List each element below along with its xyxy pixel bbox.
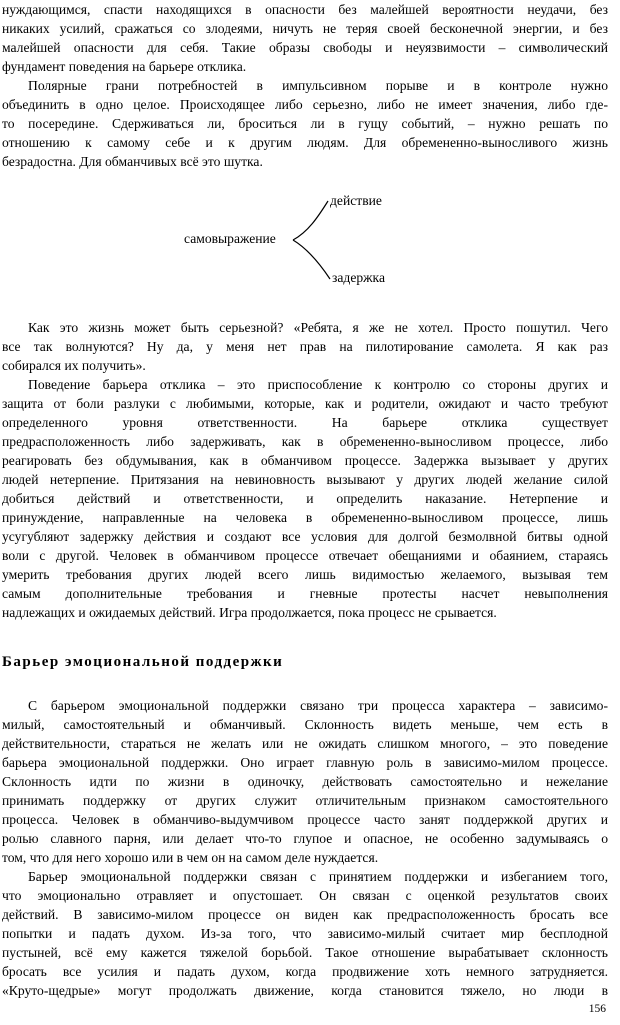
section-heading: Барьер эмоциональной поддержки	[2, 654, 284, 670]
upper-branch-line	[293, 201, 328, 240]
text-line: Склонность идти по жизни в одиночку, действовать самостоятельно и нежелание	[2, 774, 608, 789]
lower-branch-line	[293, 240, 330, 279]
text-line: отношению к самому себе и к другим людям. Для обремененно-выносливого жизнь	[2, 135, 608, 150]
text-line: С барьером эмоциональной поддержки связано три процесса характера – зависимо-	[28, 698, 608, 713]
text-line: определенного уровня ответственности. На барьере отклика существует	[2, 415, 608, 430]
paragraph-3	[2, 318, 608, 375]
text-line: предрасположенность либо задерживать, как в обремененно-выносливом процессе, либо	[2, 434, 608, 449]
text-line: надлежащих и ожидаемых действий. Игра продолжается, пока процесс не срывается.	[2, 605, 497, 620]
text-line: Поведение барьера отклика – это приспособление к контролю со стороны других и	[28, 377, 608, 392]
paragraph-2	[2, 76, 608, 171]
text-line: действий. В зависимо-милом процессе он виден как предрасположенность бросать все	[2, 907, 608, 922]
text-line: защита от боли разлуки с любимыми, которые, как и родители, ожидают и часто требуют	[2, 396, 608, 411]
text-line: добиться действий и ответственности, и определить наказание. Нетерпение и	[2, 491, 608, 506]
paragraph-6	[2, 867, 608, 1000]
text-line: собирался их получить».	[2, 358, 146, 373]
text-line: бросать все усилия и падать духом, когда продвижение хоть немного затрудняется.	[2, 964, 608, 979]
text-line: никаких усилий, сражаться со злодеями, ничуть не теряя своей бесконечной энергии, и без	[2, 21, 608, 36]
text-line: милый, самостоятельный и обманчивый. Склонность видеть меньше, чем есть в	[2, 717, 608, 732]
text-line: фундамент поведения на барьере отклика.	[2, 59, 247, 74]
text-line: пустыней, всё ему кажется тяжелой борьбой. Такое отношение вырабатывает склонность	[2, 945, 608, 960]
text-line: барьера эмоциональной поддержки. Оно играет главную роль в зависимо-милом процессе.	[2, 755, 608, 770]
diagram-upper-label: действие	[330, 193, 382, 208]
page-number: 156	[588, 1003, 606, 1015]
text-line: самым дополнительные требования и гневные протесты насчет невыполнения	[2, 586, 608, 601]
text-line: реагировать без обдумывания, как в обманчивом процессе. Задержка вызывает у других	[2, 453, 608, 468]
text-line: том, что для него хорошо или в чем он на самом деле нуждается.	[2, 850, 379, 865]
text-line: малейшей опасности для себя. Такие образы свободы и неуязвимости – символический	[2, 40, 608, 55]
diagram-lower-label: задержка	[332, 270, 385, 285]
text-line: усугубляют задержку действия и создают все условия для долгой безмолвной битвы одной	[2, 529, 608, 544]
text-line: все так волнуются? Ну да, у меня нет прав на пилотирование самолета. Я как раз	[2, 339, 608, 354]
text-line: ролью славного парня, или делает что-то глупое и опасное, не особенно задумываясь о	[2, 831, 608, 846]
paragraph-5	[2, 696, 608, 867]
text-line: Полярные грани потребностей в импульсивном порыве и в контроле нужно	[28, 78, 608, 93]
text-line: безрадостна. Для обманчивых всё это шутка.	[2, 154, 263, 169]
text-line: попытки и падать духом. Из-за того, что зависимо-милый считает мир бесплодной	[2, 926, 608, 941]
text-line: воли с другой. Человек в обманчивом процессе отвечает обещаниями и обаянием, стараясь	[2, 548, 608, 563]
paragraph-4	[2, 375, 608, 622]
text-line: процесса. Человек в обманчиво-выдумчивом процессе часто занят поддержкой других и	[2, 812, 608, 827]
text-line: Барьер эмоциональной поддержки связан с принятием поддержки и избеганием того,	[28, 869, 608, 884]
paragraph-1	[2, 0, 608, 76]
text-line: Как это жизнь может быть серьезной? «Ребята, я же не хотел. Просто пошутил. Чего	[28, 320, 608, 335]
text-line: принуждение, направленные на человека в обремененно-выносливом процессе, лишь	[2, 510, 608, 525]
text-line: «Круто-щедрые» могут продолжать движение, когда становится тяжело, но люди в	[2, 983, 608, 998]
branch-diagram	[170, 187, 430, 297]
text-line: умерить требования других людей всего лишь видимостью желаемого, вызывая тем	[2, 567, 608, 582]
diagram-root-label: самовыражение	[184, 231, 276, 246]
text-line: то посередине. Сдерживаться ли, броситься ли в гущу событий, – нужно решать по	[2, 116, 608, 131]
text-line: принимать поддержку от других служит отличительным признаком самостоятельного	[2, 793, 608, 808]
text-line: людей нетерпение. Притязания на невиновность вызывают у других людей желание силой	[2, 472, 608, 487]
text-line: действительности, стараться не желать или не ожидать слишком многого, – это поведение	[2, 736, 608, 751]
text-line: нуждающимся, спасти находящихся в опасности без малейшей вероятности неудачи, без	[2, 2, 608, 17]
text-line: объединить в одно целое. Происходящее либо серьезно, либо не имеет значения, либо где-	[2, 97, 608, 112]
text-line: что эмоционально отравляет и опустошает. Он связан с оценкой результатов своих	[2, 888, 608, 903]
